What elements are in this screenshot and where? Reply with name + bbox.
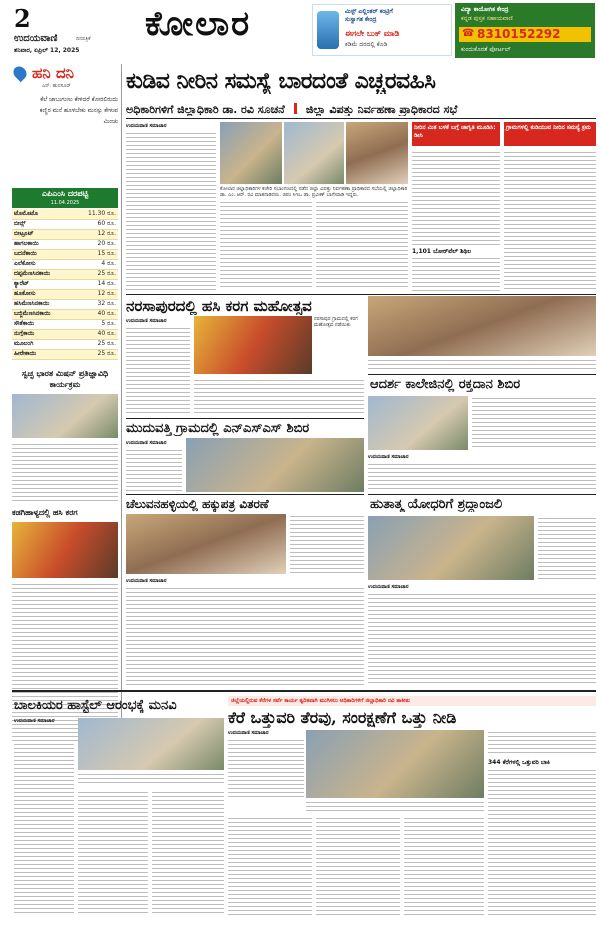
swachh-photo xyxy=(12,394,118,438)
blood-text-2 xyxy=(368,462,596,490)
rate-row xyxy=(12,329,118,339)
rural-box xyxy=(504,122,596,292)
blood-headline: ಆದರ್ಶ ಕಾಲೇಜಿನಲ್ಲಿ ರಕ್ತದಾನ ಶಿಬಿರ xyxy=(370,377,521,392)
rate-item: ಬದನೆಕಾಯಿ xyxy=(12,249,71,259)
lake-headline: ಕೆರೆ ಒತ್ತುವರಿ ತೆರವು, ಸಂರಕ್ಷಣೆಗೆ ಒತ್ತು ನೀಡಿ xyxy=(228,708,457,727)
deeds-headline: ಚೆಲುವನಹಳ್ಳಿಯಲ್ಲಿ ಹಕ್ಕುಪತ್ರ ವಿತರಣೆ xyxy=(126,497,269,511)
rate-item: ಹೀರೇಕಾಯಿ xyxy=(12,349,71,359)
ad-line-3: ಈಗಲೇ ಬುಕ್ ಮಾಡಿ xyxy=(345,29,400,38)
lead-column-2 xyxy=(220,200,312,290)
rate-row xyxy=(12,269,118,279)
lead-photo-2 xyxy=(284,122,344,184)
lake-stat: 344 ಕೆರೆಗಳಲ್ಲಿ ಒತ್ತುವರಿ ಬಾಕಿ xyxy=(488,759,550,766)
lead-column-3 xyxy=(316,200,408,290)
lead-rule xyxy=(126,118,596,119)
rate-price: 40 ರೂ. xyxy=(71,309,118,319)
lead-column-1 xyxy=(126,131,216,291)
rate-price: 12 ರೂ. xyxy=(71,229,118,239)
ad-phone-icon xyxy=(317,11,339,49)
rate-item: ಎಲೆಕೋಸು xyxy=(12,259,71,269)
side-box xyxy=(412,122,500,292)
district-title: ಕೋಲಾರ xyxy=(145,4,252,44)
lake-caption xyxy=(306,800,484,814)
lead-photo-3 xyxy=(346,122,408,184)
issue-date: ಶನಿವಾರ, ಏಪ್ರಿಲ್ 12, 2025 xyxy=(14,47,80,54)
lake-text-2 xyxy=(228,816,312,916)
lake-text-6 xyxy=(488,768,596,916)
tribute-caption xyxy=(538,516,596,580)
rate-row xyxy=(12,349,118,359)
lake-text-1 xyxy=(228,738,304,798)
rate-price: 20 ರೂ. xyxy=(71,239,118,249)
lead-photo-1 xyxy=(220,122,282,184)
rate-item: ಟೊಮೊಟೊ xyxy=(12,209,71,219)
hostel-photo xyxy=(78,718,224,770)
rate-price: 60 ರೂ. xyxy=(71,219,118,229)
right-ad-phone-number: 8310152292 xyxy=(477,27,561,41)
hostel-caption xyxy=(78,772,224,786)
registration-marks xyxy=(94,918,122,928)
rate-row xyxy=(12,289,118,299)
rate-row xyxy=(12,309,118,319)
drop-icon xyxy=(11,64,29,82)
rate-price: 32 ರೂ. xyxy=(71,299,118,309)
rate-price: 25 ರೂ. xyxy=(71,269,118,279)
karaga-text-2 xyxy=(194,378,364,414)
rate-row xyxy=(12,299,118,309)
rate-price: 15 ರೂ. xyxy=(71,249,118,259)
lake-byline: ಉದಯವಾಣಿ ಸಮಾಚಾರ xyxy=(228,730,269,736)
rate-row xyxy=(12,209,118,219)
phone-icon: ☎ xyxy=(462,28,475,39)
lake-photo xyxy=(306,730,484,798)
nss-byline: ಉದಯವಾಣಿ ಸಮಾಚಾರ xyxy=(126,440,167,446)
hostel-text-1 xyxy=(14,726,74,916)
left-sidebar xyxy=(12,62,118,742)
lead-photo-caption: ಕೋಲಾರ ಜಿಲ್ಲಾಧಿಕಾರಿಗಳ ಕಚೇರಿ ಸಭಾಂಗಣದಲ್ಲಿ ನಡೆದ ಜಿಲ್ಲಾ ವಿಪತ್ತು ನಿರ್ವಹಣಾ ಪ್ರಾಧಿಕಾರದ ಸಭೆಯಲ್ಲಿ ಜಿಲ್ಲಾಧಿಕಾರಿ ಡಾ. ಎಂ. ಆರ್. ರವಿ ಮಾತನಾಡಿದರು. ಜಿಪಂ ಸಿಇಒ ಡಾ. ಪ್ರವೀಣ್ ಬಾಗೇವಾಡಿ ಇದ್ದರು. xyxy=(220,186,408,198)
rate-price: 25 ರೂ. xyxy=(71,349,118,359)
rate-item: ಬೀಟ್ರೂಟ್ xyxy=(12,229,71,239)
blood-photo xyxy=(368,396,468,450)
deeds-caption xyxy=(290,514,364,574)
rate-price: 12 ರೂ. xyxy=(71,289,118,299)
side-box-stat: 1,101 ಬೋರ್‌ವೆಲ್ ಶಿಥಿಲ xyxy=(412,248,472,255)
masthead-right-ad[interactable] xyxy=(455,3,595,58)
sidebar-quote: ಕೆಲೆ ಜಾಬುಗುಣು ಕೇಳಿದರೆ ಕೋರಲಿರುದು ಕಣ್ಣಿರ ಮನೆ ಹೂಳಬೇಕು ಮನಸ್ಸು ಕೇಳುವ ಮಿಂಚು xyxy=(39,96,118,125)
group-photo-caption xyxy=(368,358,596,372)
registration-marks-3 xyxy=(488,918,516,928)
swachh-text xyxy=(12,442,118,504)
nss-photo xyxy=(186,438,364,492)
right-ad-line-2: ಕನ್ನಡ ಪುಸ್ತಕ ಸಹಾಯವಾಣಿ xyxy=(461,15,513,22)
ad-line-2: ಸುಸ್ವಾಗತ ಕೇಂದ್ರ xyxy=(345,16,377,23)
group-photo xyxy=(368,296,596,356)
rate-item: ಹಸಿಮೆಣಸಿನಕಾಯಿ xyxy=(12,299,71,309)
rates-title: ಎಪಿಎಂಸಿ ದರಪಟ್ಟಿ xyxy=(41,189,89,198)
masthead xyxy=(0,0,600,60)
karaga-sidebar-photo xyxy=(12,522,118,578)
rate-row xyxy=(12,319,118,329)
lake-text-4 xyxy=(404,816,484,916)
side-box-title: ನೀರಿನ ಮಿತ ಬಳಕೆ ಬಗ್ಗೆ ಜಾಗೃತಿ ಮೂಡಿಸಿ: ಡೀಸಿ xyxy=(412,122,500,146)
right-ad-line-1: ವಿದ್ಯಾ ಕಾಯೋಗಿಕ ಕೇಂದ್ರ xyxy=(461,6,509,13)
rate-item: ಕ್ಯಾರೆಟ್ xyxy=(12,279,71,289)
swachh-title: ಸ್ವಚ್ಛ ಭಾರತ ಮಿಷನ್ ಪ್ರತಿಜ್ಞಾವಿಧಿ ಕಾರ್ಯಕ್ರಮ xyxy=(21,369,109,389)
lake-text-5 xyxy=(488,730,596,756)
masthead-center-ad[interactable] xyxy=(312,4,452,56)
market-subtitle: ಎನ್. ಹುನಸೂರ್ xyxy=(42,83,71,89)
rate-price: 40 ರೂ. xyxy=(71,329,118,339)
rate-price: 4 ರೂ. xyxy=(71,259,118,269)
ad-line-1: ಮಿಸ್ಟ್ ಎಲ್ಲಿಂತರ್ ಕಂಟ್ರಿಗೆ xyxy=(345,8,393,15)
rates-table xyxy=(12,209,118,360)
rate-price: 5 ರೂ. xyxy=(71,319,118,329)
lead-byline: ಉದಯವಾಣಿ ಸಮಾಚಾರ xyxy=(126,123,167,129)
rates-header xyxy=(12,188,118,208)
subhead-divider xyxy=(294,103,297,114)
karaga-headline: ನರಸಾಪುರದಲ್ಲಿ ಹಸಿ ಕರಗ ಮಹೋತ್ಸವ xyxy=(126,297,312,315)
tribute-byline: ಉದಯವಾಣಿ ಸಮಾಚಾರ xyxy=(368,584,409,590)
rate-price: 25 ರೂ. xyxy=(71,339,118,349)
rates-table-wrap xyxy=(12,209,118,360)
rate-row xyxy=(12,339,118,349)
karaga-sidebar-title: ಕಡಗಿಹಾಳ್ಯದಲ್ಲಿ ಹಸಿ ಕರಗ xyxy=(12,508,78,517)
lead-subhead-part-2: ಜಿಲ್ಲಾ ವಿಪತ್ತು ನಿರ್ವಹಣಾ ಪ್ರಾಧಿಕಾರದ ಸಭೆ xyxy=(305,103,458,116)
lake-kicker: ಜಿಲ್ಲೆಯಲ್ಲಿರುವ ಕೆರೆಗಳ ಸರ್ವೆ ಕಾರ್ಯ ತ್ವರಿತವಾಗಿ ಮುಗಿಸಲು ಅಧಿಕಾರಿಗಳಿಗೆ ಜಿಲ್ಲಾಧಿಕಾರಿ ರವಿ ತಾಕೀತು xyxy=(231,698,411,704)
karaga-photo xyxy=(194,316,312,374)
bottom-rule xyxy=(12,690,596,692)
rural-box-title: ಗ್ರಾಮಗಳಲ್ಲಿ ಕುಡಿಯುವ ನೀರಿನ ಸಮಸ್ಯೆ ಕ್ರಮ xyxy=(504,122,596,146)
market-title: ಹನಿ ದನಿ xyxy=(32,64,74,82)
deeds-photo xyxy=(126,514,286,574)
right-ad-line-3: ಕುಂದುಕೊರತೆ ಪೋರ್ಟಲ್ xyxy=(461,46,511,53)
lake-text-3 xyxy=(316,816,400,916)
rate-row xyxy=(12,249,118,259)
registration-marks-2 xyxy=(272,918,300,928)
rate-item: ಬೀನ್ಸ್ xyxy=(12,219,71,229)
side-box-text-2 xyxy=(412,256,500,292)
hostel-headline: ಬಾಲಕಿಯರ ಹಾಸ್ಟೆಲ್ ಆರಂಭಕ್ಕೆ ಮನವಿ xyxy=(14,698,177,713)
lake-kicker-wrap xyxy=(228,696,596,706)
karaga-byline: ಉದಯವಾಣಿ ಸಮಾಚಾರ xyxy=(126,318,167,324)
rate-row xyxy=(12,219,118,229)
nss-headline: ಮುದುವತ್ತಿ ಗ್ರಾಮದಲ್ಲಿ ಎನ್ಎಸ್ಎಸ್ ಶಿಬಿರ xyxy=(126,421,310,436)
tribute-photo xyxy=(368,516,534,580)
deeds-rule xyxy=(126,494,364,495)
blood-byline: ಉದಯವಾಣಿ ಸಮಾಚಾರ xyxy=(368,454,409,460)
rate-row xyxy=(12,279,118,289)
rate-row xyxy=(12,259,118,269)
nss-rule xyxy=(126,418,364,419)
deeds-byline: ಉದಯವಾಣಿ ಸಮಾಚಾರ xyxy=(126,578,167,584)
rate-item: ಮೂಲಂಗಿ xyxy=(12,339,71,349)
karaga-text-1 xyxy=(126,326,190,414)
lead-subhead-part-1: ಅಧಿಕಾರಿಗಳಿಗೆ ಜಿಲ್ಲಾಧಿಕಾರಿ ಡಾ. ರವಿ ಸೂಚನೆ xyxy=(126,103,285,116)
rates-date: 11.04.2025 xyxy=(50,200,80,206)
rate-item: ದಪ್ಪಮೆಣಸಿನಕಾಯಿ xyxy=(12,269,71,279)
lead-subhead xyxy=(126,98,596,116)
rate-item: ನುಗ್ಗೆಕಾಯಿ xyxy=(12,329,71,339)
rate-item: ಹಾಗಲಕಾಯಿ xyxy=(12,239,71,249)
rate-item: ಸೌತೆಕಾಯಿ xyxy=(12,319,71,329)
edition-label: ದಿನಪತ್ರಿಕೆ xyxy=(76,36,91,42)
nss-text-1 xyxy=(126,448,182,492)
lead-headline: ಕುಡಿವ ನೀರಿನ ಸಮಸ್ಯೆ ಬಾರದಂತೆ ಎಚ್ಚರವಹಿಸಿ xyxy=(126,68,436,94)
karaga-caption: ನರಸಾಪುರ ಗ್ರಾಮದಲ್ಲಿ ಕರಗ ಮಹೋತ್ಸವ ನಡೆಯಿತು xyxy=(314,316,358,328)
page-number: 2 xyxy=(14,4,31,33)
rural-box-text xyxy=(504,150,596,292)
rate-row xyxy=(12,229,118,239)
blood-rule xyxy=(368,374,596,375)
column-divider xyxy=(121,64,122,744)
karaga-rule xyxy=(126,294,596,295)
hostel-byline: ಉದಯವಾಣಿ ಸಮಾಚಾರ xyxy=(14,718,55,724)
hostel-text-3 xyxy=(152,790,224,916)
right-ad-phone[interactable] xyxy=(459,27,591,42)
rate-row xyxy=(12,239,118,249)
ad-line-4: ಕಡಿಮೆ ದರದಲ್ಲಿ ಕೊಡಿ xyxy=(345,41,388,48)
hostel-text-2 xyxy=(78,790,148,916)
hani-dani-logo xyxy=(12,64,118,90)
rate-price: 11.30 ರೂ. xyxy=(71,209,118,219)
blood-text-1 xyxy=(472,396,596,450)
deeds-text xyxy=(126,586,364,686)
rate-item: ಹೂಕೋಸು xyxy=(12,289,71,299)
tribute-rule xyxy=(368,494,596,495)
side-box-text-1 xyxy=(412,150,500,246)
paper-name: ಉದಯವಾಣಿ xyxy=(14,33,58,44)
rate-item: ಬಜ್ಜಿಮೆಣಸಿನಕಾಯಿ xyxy=(12,309,71,319)
tribute-text xyxy=(368,592,596,686)
rate-price: 14 ರೂ. xyxy=(71,279,118,289)
tribute-headline: ಹುತಾತ್ಮ ಯೋಧರಿಗೆ ಶ್ರದ್ಧಾಂಜಲಿ xyxy=(370,497,503,512)
